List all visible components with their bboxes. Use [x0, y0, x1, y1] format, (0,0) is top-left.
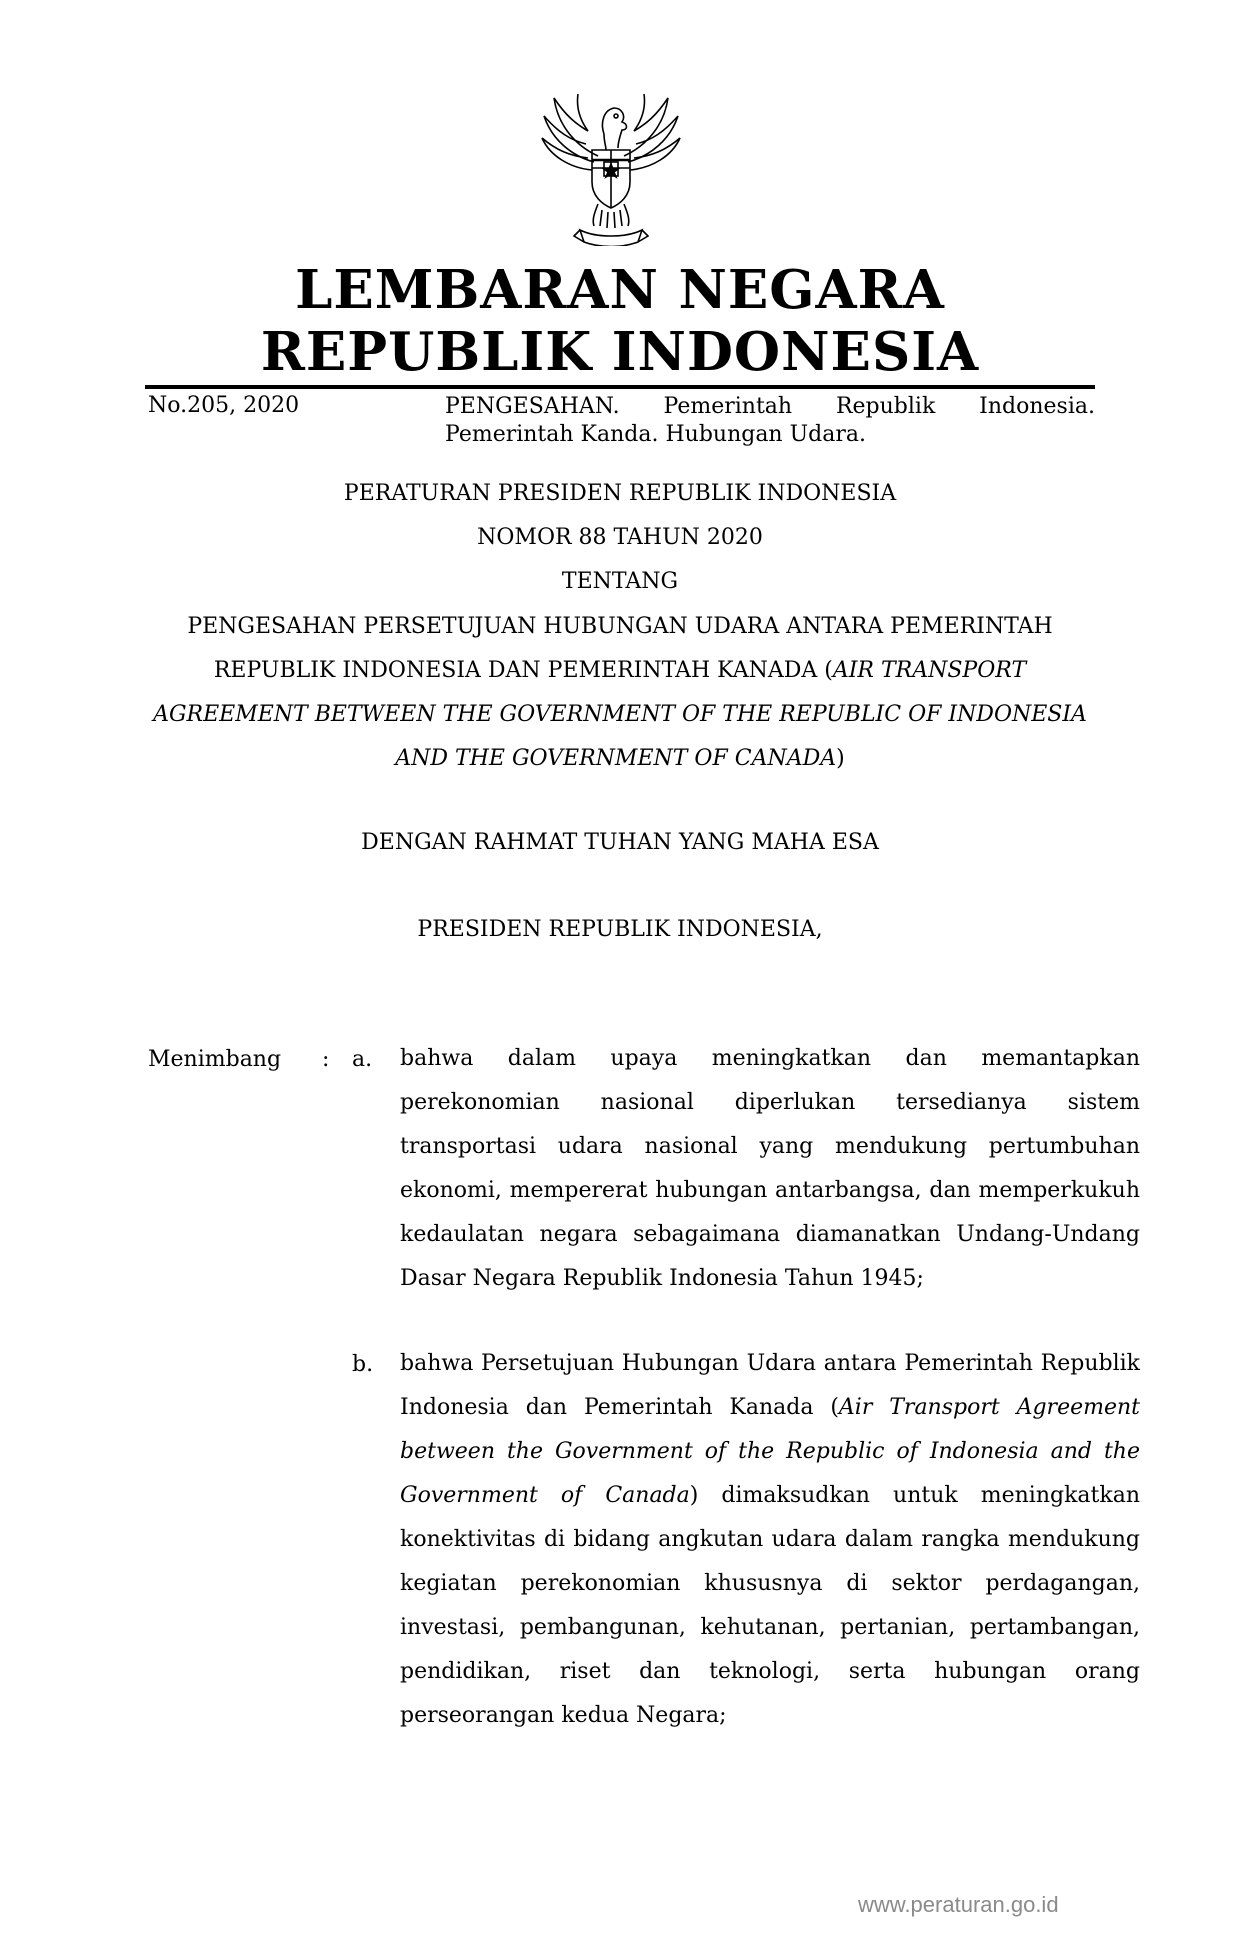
regulation-number: NOMOR 88 TAHUN 2020 [477, 525, 763, 550]
masthead-title-line-1: LEMBARAN NEGARA [295, 259, 945, 321]
masthead-divider [145, 385, 1095, 389]
regulation-title [100, 605, 1140, 781]
blessing-line: DENGAN RAHMAT TUHAN YANG MAHA ESA [361, 830, 879, 855]
clause-a-text: bahwa dalam upaya meningkatkan dan memantapkan perekonomian nasional diperlukan tersedianya sistem transportasi udara nasional yang mendukung pertumbuhan ekonomi, mempererat hubungan antarbangsa, dan memperkukuh kedaulatan negara sebagaimana diamanatkan Undang-Undang Dasar Negara Republik Indonesia Tahun 1945; [400, 1046, 1140, 1291]
masthead-title-line-2: REPUBLIK INDONESIA [260, 321, 980, 383]
regulation-title-line-2-italic: AIR TRANSPORT [832, 658, 1027, 683]
considerations-label: Menimbang [148, 1047, 282, 1072]
regulation-title-line-3 [100, 693, 1140, 737]
clause-b-marker: b. [352, 1352, 374, 1377]
regulation-title-line-4-close: ) [836, 746, 845, 771]
considerations-colon: : [322, 1047, 330, 1072]
regulation-title-line-3-italic: AGREEMENT BETWEEN THE GOVERNMENT OF THE REPUBLIC OF INDONESIA [153, 702, 1087, 727]
regulation-title-line-1: PENGESAHAN PERSETUJUAN HUBUNGAN UDARA ANTARA PEMERINTAH [187, 614, 1053, 639]
president-line: PRESIDEN REPUBLIK INDONESIA, [417, 917, 823, 942]
regulation-title-line-2 [100, 649, 1140, 693]
regulation-title-line-4-italic: AND THE GOVERNMENT OF CANADA [395, 746, 837, 771]
garuda-emblem-icon [536, 86, 686, 246]
clause-a-marker: a. [352, 1047, 373, 1072]
regulation-heading: PERATURAN PRESIDEN REPUBLIK INDONESIA [343, 481, 897, 506]
issue-number: No.205, 2020 [148, 393, 300, 418]
clause-b-text [400, 1342, 1140, 1738]
issue-summary-line-1: PENGESAHAN. Pemerintah Republik Indonesia. [445, 394, 1095, 419]
regulation-title-line-2-plain: REPUBLIK INDONESIA DAN PEMERINTAH KANADA ( [213, 658, 833, 683]
regulation-title-line-4 [100, 737, 1140, 781]
issue-summary-line-2: Pemerintah Kanda. Hubungan Udara. [445, 422, 866, 447]
clause-b-text-part-2: ) dimaksudkan untuk meningkatkan konektivitas di bidang angkutan udara dalam rangka mendukung kegiatan perekonomian khususnya di sektor perdagangan, investasi, pembangunan, kehutanan, pertanian, pertambangan, pendidikan, riset dan teknologi, serta hubungan orang perseorangan kedua Negara; [400, 1483, 1140, 1728]
regulation-about: TENTANG [561, 569, 679, 594]
footer-url: www.peraturan.go.id [858, 1892, 1059, 1917]
clause-b-text-part-1: bahwa Persetujuan Hubungan Udara antara Pemerintah Republik Indonesia dan Pemerintah Kanada ( [400, 1351, 1140, 1420]
clause-b-text-italic: Air Transport Agreement between the Government of the Republic of Indonesia and the Government of Canada [400, 1395, 1141, 1508]
